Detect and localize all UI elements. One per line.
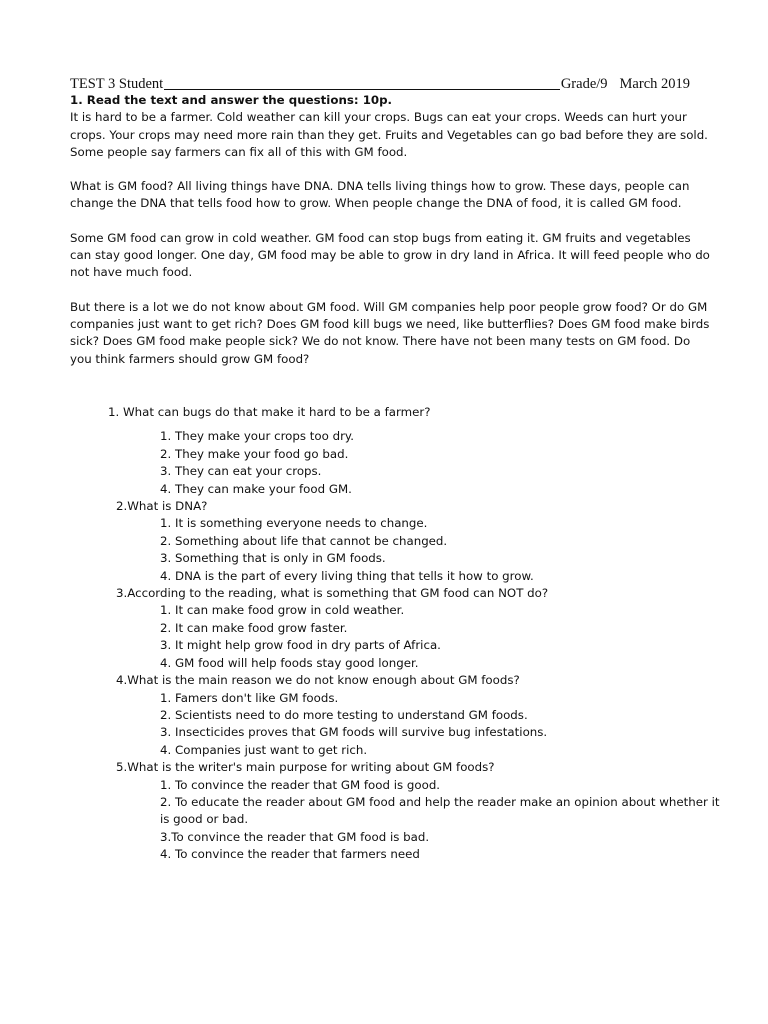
answer-option: 1. It can make food grow in cold weather. xyxy=(160,603,405,618)
answer-option: 2. To educate the reader about GM food and help the reader make an opinion about whether it is good or bad. xyxy=(160,794,720,827)
answer-option: 4. GM food will help foods stay good longer. xyxy=(160,655,419,670)
reading-passage xyxy=(70,92,710,385)
question-1 xyxy=(0,404,768,498)
answer-option: 3.To convince the reader that GM food is bad. xyxy=(160,829,430,844)
student-label: Student xyxy=(118,76,164,92)
passage-paragraph: But there is a lot we do not know about GM food. Will GM companies help poor people grow food? Or do GM companies just want to get rich? Does GM food kill bugs we need, like butterflies? Does GM food make birds sick? Does GM food make people sick? We do not know. There have not been many tests on GM food. Do you think farmers should grow GM food? xyxy=(70,299,710,366)
question-stem: 4.What is the main reason we do not know enough about GM foods? xyxy=(116,673,520,688)
answer-option: 4. DNA is the part of every living thing that tells it how to grow. xyxy=(160,568,534,583)
test-header xyxy=(70,73,690,93)
answer-option: 1. Famers don't like GM foods. xyxy=(160,690,339,705)
question-stem: 3.According to the reading, what is something that GM food can NOT do? xyxy=(116,586,549,601)
answer-option: 1. They make your crops too dry. xyxy=(160,429,354,444)
answer-option: 2. Scientists need to do more testing to understand GM foods. xyxy=(160,707,528,722)
passage-paragraph: Some GM food can grow in cold weather. GM food can stop bugs from eating it. GM fruits and vegetables can stay good longer. One day, GM food may be able to grow in dry land in Africa. It will feed people who do not have much food. xyxy=(70,230,710,280)
question-stem: 2.What is DNA? xyxy=(116,499,208,514)
question-5 xyxy=(0,759,768,863)
answer-option: 3. Insecticides proves that GM foods will survive bug infestations. xyxy=(160,725,548,740)
answer-option: 4. Companies just want to get rich. xyxy=(160,742,368,757)
answer-option: 2. It can make food grow faster. xyxy=(160,620,348,635)
answer-option: 2. Something about life that cannot be changed. xyxy=(160,533,448,548)
passage-paragraph: It is hard to be a farmer. Cold weather can kill your crops. Bugs can eat your crops. Weeds can hurt your crops. Your crops may need more rain than they get. Fruits and Vegetables can go bad before they are sold. Some people say farmers can fix all of this with GM food. xyxy=(70,110,708,159)
test-date: March 2019 xyxy=(619,76,690,92)
question-stem: 1. What can bugs do that make it hard to be a farmer? xyxy=(108,405,431,419)
question-2 xyxy=(0,498,768,585)
grade-label: Grade/9 xyxy=(560,76,608,92)
answer-option: 3. It might help grow food in dry parts of Africa. xyxy=(160,638,441,653)
answer-option: 2. They make your food go bad. xyxy=(160,446,349,461)
passage-paragraph: What is GM food? All living things have DNA. DNA tells living things how to grow. These days, people can change the DNA that tells food how to grow. When people change the DNA of food, it is called GM food. xyxy=(70,179,690,211)
answer-option: 4. To convince the reader that farmers need xyxy=(160,847,420,862)
answer-option: 4. They can make your food GM. xyxy=(160,481,352,496)
task-instruction: 1. Read the text and answer the questions: 10p. xyxy=(70,93,393,107)
answer-option: 1. It is something everyone needs to change. xyxy=(160,516,428,531)
test-number: TEST 3 xyxy=(70,76,116,92)
question-stem: 5.What is the writer's main purpose for writing about GM foods? xyxy=(116,760,495,775)
question-4 xyxy=(0,672,768,759)
question-3 xyxy=(0,585,768,672)
question-list xyxy=(0,404,768,864)
answer-option: 1. To convince the reader that GM food is good. xyxy=(160,777,441,792)
answer-option: 3. Something that is only in GM foods. xyxy=(160,551,386,566)
answer-option: 3. They can eat your crops. xyxy=(160,464,322,479)
student-name-line xyxy=(164,74,560,90)
